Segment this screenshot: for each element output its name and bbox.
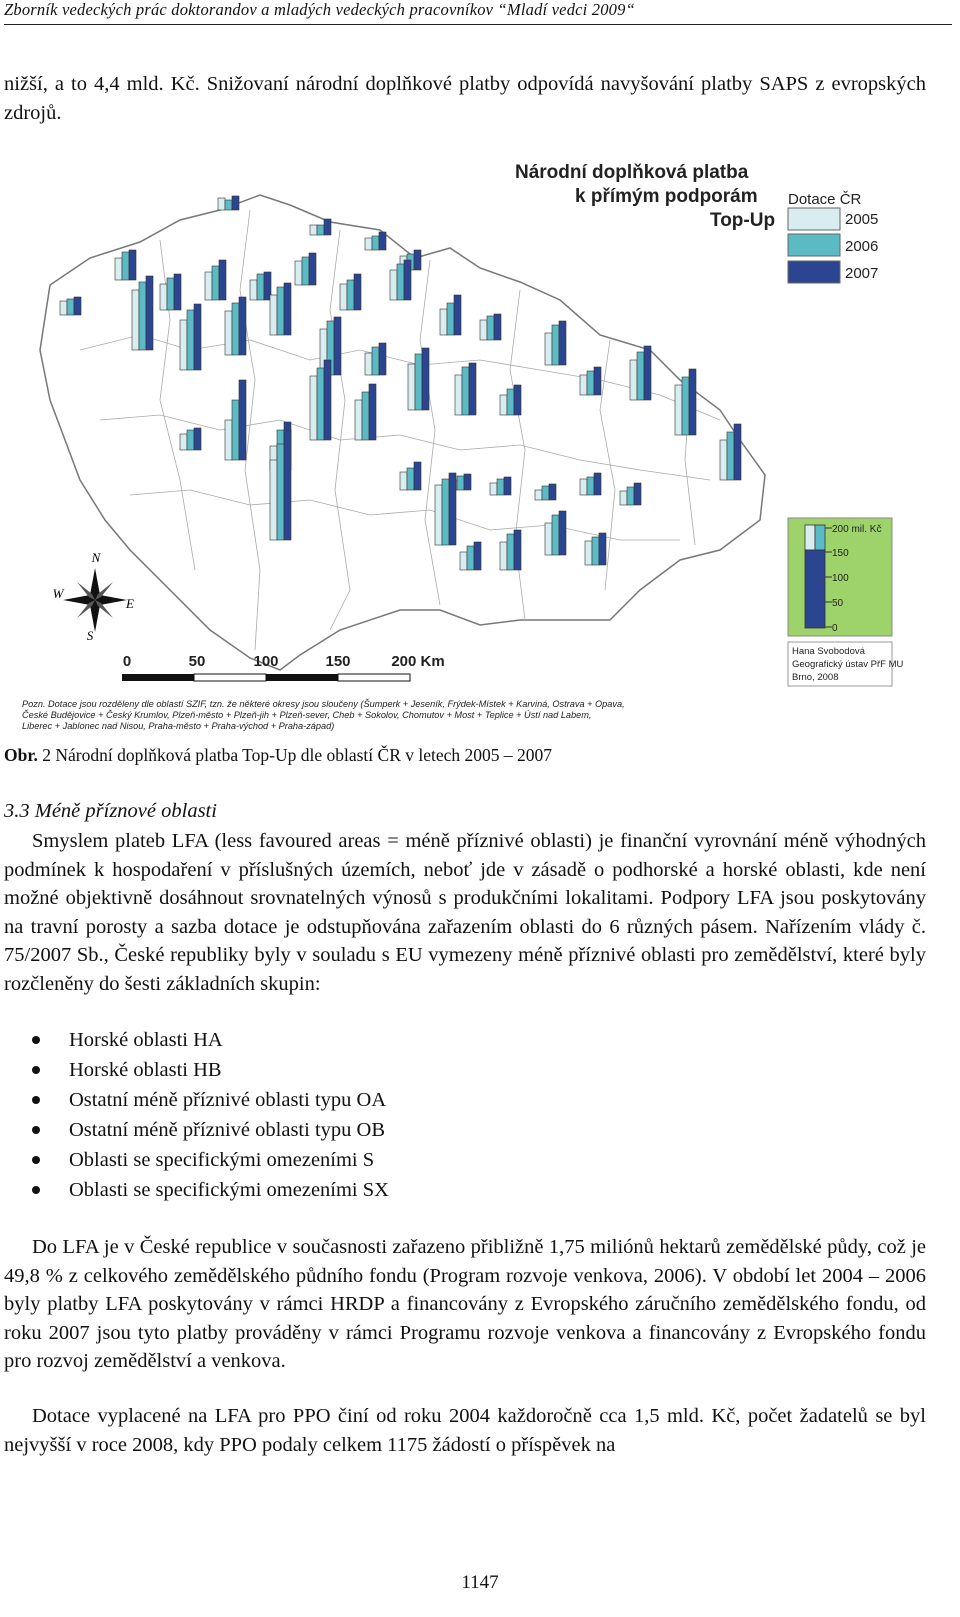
district-bar-2006 [462,367,469,415]
district-bar-2005 [115,258,122,280]
intro-paragraph: nižší, a to 4,4 mld. Kč. Snižovaní národní doplňkové platby odpovídá navyšování platby SAPS z evropských zdrojů. [4,73,926,124]
district-bar-2007 [284,283,291,335]
value-scale-bar-2006 [815,525,825,550]
district-bar-2007 [309,253,316,285]
district-bar-2006 [592,537,599,565]
district-bar-2007 [559,511,566,555]
district-bar-2005 [400,472,407,490]
district-bar-2006 [225,200,232,210]
distance-label-100: 100 [253,653,279,670]
compass-west: W [52,586,64,601]
district-bar-2006 [587,371,594,395]
lfa-category-list [32,1025,389,1205]
list-item: Ostatní méně příznivé oblasti typu OA [32,1085,389,1115]
district-bar-2006 [277,287,284,335]
compass-east: E [126,596,134,611]
district-bar-2005 [580,375,587,395]
legend-label-2007: 2007 [845,265,879,282]
list-item: Oblasti se specifickými omezeními SX [32,1175,389,1205]
district-bar-2005 [160,284,167,310]
district-bar-2007 [239,297,246,355]
list-item: Horské oblasti HB [32,1055,389,1085]
district-bar-2005 [620,491,627,505]
district-bar-2005 [270,460,277,540]
page-number: 1147 [461,1572,499,1593]
district-bar-2005 [440,309,447,335]
district-bar-2005 [390,270,397,300]
district-bar-2006 [727,432,734,480]
list-item: Ostatní méně příznivé oblasti typu OB [32,1115,389,1145]
district-bar-2006 [67,299,74,315]
distance-label-150: 150 [325,653,351,670]
district-bar-2006 [627,487,634,505]
district-bar-2007 [599,533,606,565]
district-bar-2007 [514,385,521,415]
district-bar-2007 [194,428,201,450]
district-bar-2005 [460,552,467,570]
district-bar-2007 [129,250,136,280]
map-title-line2: k přímým podporám [575,186,758,207]
district-bar-2007 [594,473,601,495]
district-bar-2006 [507,389,514,415]
district-bar-2006 [447,303,454,335]
district-bar-2005 [180,434,187,450]
value-scale-bar-2005 [805,525,815,550]
district-bar-2005 [270,295,277,335]
legend-swatch-2007 [788,261,840,283]
district-bar-2005 [480,320,487,340]
caption-text: 2 Národní doplňková platba Top-Up dle oblastí ČR v letech 2005 – 2007 [37,745,553,765]
district-bar-2005 [60,301,67,315]
district-bar-2005 [218,198,225,210]
district-bar-2007 [324,360,331,440]
author-name: Hana Svobodová [792,646,865,657]
map-title-line3: Top-Up [710,210,776,231]
value-scale-label-200: 200 mil. Kč [832,524,882,535]
list-item: Horské oblasti HA [32,1025,389,1055]
district-bar-2007 [324,219,331,235]
district-bar-2005 [720,440,727,480]
district-bar-2007 [559,321,566,365]
district-bar-2005 [408,364,415,410]
district-bar-2005 [132,290,139,350]
district-bar-2005 [295,261,302,285]
district-bar-2007 [379,343,386,375]
district-bar-2006 [552,515,559,555]
district-bar-2006 [212,266,219,300]
legend-label-2005: 2005 [845,211,879,228]
district-bar-2007 [594,367,601,395]
district-bar-2005 [310,376,317,440]
district-bar-2005 [250,280,257,300]
district-bar-2006 [497,479,504,495]
district-bar-2007 [494,314,501,340]
district-bar-2006 [467,546,474,570]
section-paragraph-3: Dotace vyplacené na LFA pro PPO činí od roku 2004 každoročně cca 1,5 mld. Kč, počet žadatelů se byl nejvyšší v roce 2008, kdy PPO podaly celkem 1175 žádostí o příspěvek na [4,1405,926,1456]
district-bar-2006 [372,236,379,250]
district-bar-2006 [232,303,239,355]
value-scale-bar-2007 [805,550,825,628]
district-bar-2005 [225,311,232,355]
legend-label-2006: 2006 [845,238,879,255]
section-title: 3.3 Méně příznové oblasti [4,800,217,822]
district-bar-2006 [637,352,644,400]
district-bar-2006 [457,476,464,490]
district-bar-2006 [167,278,174,310]
district-bar-2005 [455,375,462,415]
district-bar-2005 [585,541,592,565]
author-place-year: Brno, 2008 [792,672,839,683]
district-bar-2007 [504,477,511,495]
district-bar-2005 [310,225,317,235]
district-bar-2007 [449,473,456,545]
distance-label-0: 0 [122,653,132,670]
district-bar-2006 [139,282,146,350]
district-bar-2007 [354,274,361,310]
district-bar-2006 [415,354,422,410]
list-item: Oblasti se specifickými omezeními S [32,1145,389,1175]
district-bar-2007 [464,474,471,490]
district-bar-2007 [634,483,641,505]
district-bar-2005 [435,485,442,545]
district-bar-2007 [644,346,651,400]
running-header: Zborník vedeckých prác doktorandov a mladých vedeckých pracovníkov “Mladí vedci 2009“ [4,0,635,19]
distance-label-50: 50 [188,653,206,670]
value-scale [788,518,892,636]
district-bar-2006 [302,257,309,285]
district-bar-2007 [194,304,201,370]
district-bar-2006 [372,347,379,375]
district-bar-2005 [355,400,362,440]
district-bar-2007 [422,348,429,410]
district-bar-2007 [174,274,181,310]
district-bar-2006 [317,225,324,235]
district-bar-2007 [369,384,376,440]
value-scale-label-100: 100 [832,573,849,584]
district-bar-2006 [507,534,514,570]
district-bar-2007 [232,196,239,210]
district-bar-2007 [284,430,291,540]
district-bar-2005 [545,523,552,555]
district-bar-2005 [340,284,347,310]
district-bar-2005 [535,490,542,500]
caption-label: Obr. [4,745,38,765]
district-bar-2006 [407,468,414,490]
district-bar-2005 [500,542,507,570]
section-paragraph-2: Do LFA je v České republice v současnosti zařazeno přibližně 1,75 miliónů hektarů zemědělské půdy, což je 49,8 % z celkového zemědělského půdního fondu (Program rozvoje venkova, 2006). V období let 2004 – 2006 byly platby LFA poskytovány v rámci HRDP a financovány z Evropského záručního zemědělského fondu, od roku 2007 jsou tyto platby prováděny v rámci Programu rozvoje venkova a financovány z Evropského fondu pro rozvoj zemědělství a venkova. [4,1236,926,1373]
district-bar-2007 [334,317,341,375]
district-bar-2007 [734,424,741,480]
district-bar-2005 [365,238,372,250]
map-note-line1: Pozn. Dotace jsou rozděleny dle oblastí SZIF, tzn. že některé okresy jsou sloučeny (Šumperk + Jeseník, Frýdek-Místek + Karviná, Ostrava + Opava, [22,699,625,709]
district-bar-2007 [549,484,556,500]
district-bar-2007 [689,369,696,435]
district-bar-2007 [219,260,226,300]
district-bar-2006 [232,400,239,460]
map-title-line1: Národní doplňková platba [515,162,749,183]
district-bar-2007 [514,530,521,570]
district-bar-2005 [205,272,212,300]
district-bar-2007 [379,232,386,250]
legend-swatch-2005 [788,208,840,230]
district-bar-2007 [454,295,461,335]
author-institute: Geografický ústav PřF MU [792,659,904,670]
district-bar-2005 [630,360,637,400]
district-bar-2006 [122,252,129,280]
district-bar-2006 [587,477,594,495]
district-bar-2006 [442,479,449,545]
district-bar-2007 [414,462,421,490]
district-bar-2006 [397,264,404,300]
district-bar-2006 [362,392,369,440]
district-bar-2006 [317,368,324,440]
district-bar-2006 [552,325,559,365]
district-bar-2005 [500,395,507,415]
district-bar-2005 [675,385,682,435]
district-bar-2006 [487,316,494,340]
district-bar-2006 [277,444,284,540]
district-bar-2007 [74,297,81,315]
legend-title: Dotace ČR [788,191,862,208]
author-box [788,642,904,686]
district-bar-2005 [180,320,187,370]
header-rule [4,24,952,25]
district-bar-2005 [225,420,232,460]
district-bar-2005 [545,333,552,365]
district-bar-2007 [414,250,421,270]
district-bar-2007 [239,380,246,460]
district-bar-2007 [146,276,153,350]
top-up-map-figure [20,150,930,740]
figure-caption [4,745,552,766]
compass-rose-icon [63,568,127,632]
value-scale-label-0: 0 [832,623,838,634]
distance-label-200: 200 Km [391,653,445,670]
legend [788,208,878,283]
district-bar-2007 [469,363,476,415]
district-bar-2005 [490,483,497,495]
district-bar-2007 [474,542,481,570]
district-bar-2006 [347,280,354,310]
district-bar-2007 [404,260,411,300]
district-bar-2006 [187,430,194,450]
district-bar-2006 [542,486,549,500]
district-bar-2006 [682,377,689,435]
district-bar-2006 [187,310,194,370]
legend-swatch-2006 [788,234,840,256]
value-scale-label-150: 150 [832,548,849,559]
district-bar-2005 [580,479,587,495]
value-scale-label-50: 50 [832,598,844,609]
compass-south: S [86,628,94,643]
district-bar-2005 [365,353,372,375]
map-note-line3: Liberec + Jablonec nad Nisou, Praha-město + Praha-východ + Praha-západ) [22,721,335,731]
district-bar-2006 [257,274,264,300]
compass-north: N [91,550,101,565]
section-paragraph-1: Smyslem plateb LFA (less favoured areas = méně příznivé oblasti) je finanční vyrovnání méně výhodných podmínek k hospodaření v příslušných územích, neboť jde v zásadě o podhorské a horské oblasti, kde není možné objektivně dosáhnout srovnatelných výnosů s produkčními lokalitami. Podpory LFA jsou poskytovány na travní porosty a sazba dotace je odstupňována zařazením oblasti do 6 různých pásem. Nařízením vlády č. 75/2007 Sb., České republiky byly v souladu s EU vymezeny méně příznivé oblasti pro zemědělství, které byly rozčleněny do šesti základních skupin: [4,830,926,995]
map-note-line2: České Budějovice + Český Krumlov, Plzeň-město + Plzeň-jih + Plzeň-sever, Cheb + Sokolov, Chomutov + Most + Teplice + Ústí nad Labem, [22,710,592,720]
